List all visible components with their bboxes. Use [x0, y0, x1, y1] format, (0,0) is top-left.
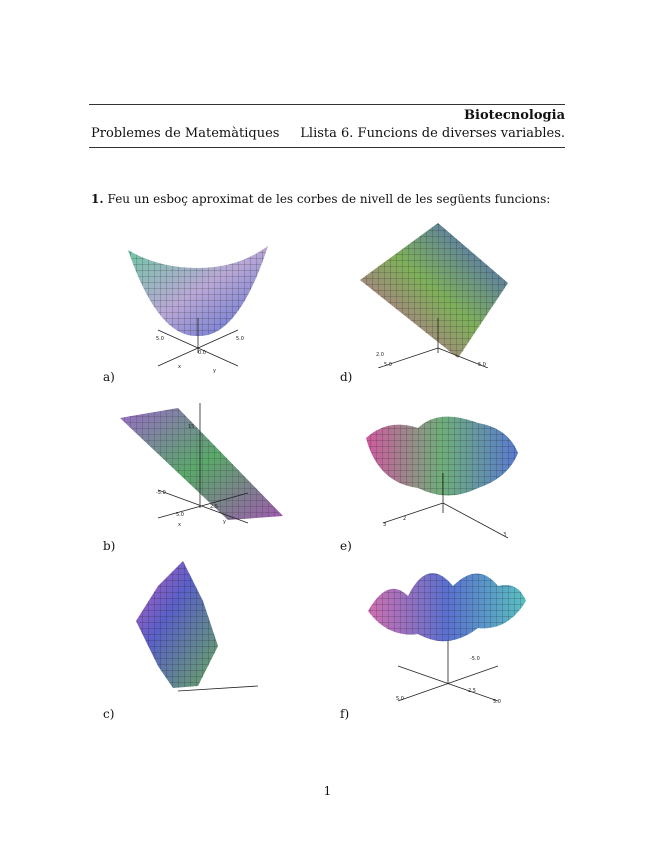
tick-label: 5.0	[236, 336, 244, 342]
tick-label: 5.0	[384, 362, 392, 368]
tick-label: 15	[188, 424, 195, 430]
list-title: Llista 6. Funcions de diverses variables.	[300, 126, 565, 141]
tick-label: 3	[503, 532, 507, 538]
problem-statement	[91, 192, 550, 206]
figure-e-label: e)	[340, 539, 352, 553]
course-name: Biotecnologia	[464, 108, 565, 123]
tick-label: 2.5	[468, 688, 476, 694]
tick-label: -5.0	[156, 490, 166, 496]
page-number: 1	[323, 784, 332, 798]
figure-b-tilted-plane	[118, 398, 288, 548]
axis-label-y: y	[223, 519, 226, 525]
tick-label: 3	[383, 522, 387, 528]
axis-label-y: y	[213, 368, 216, 374]
axis-label-x: x	[178, 364, 181, 370]
figure-b-label: b)	[103, 539, 116, 553]
figure-e-wavy-bowl	[358, 398, 528, 548]
figure-c-ridge	[118, 556, 288, 706]
tick-label: -5.0	[470, 656, 480, 662]
header-bottom-rule	[89, 147, 565, 148]
tick-label: 5.0	[493, 699, 501, 705]
subject-title: Problemes de Matemàtiques	[91, 126, 280, 141]
axis-label-x: x	[178, 522, 181, 528]
tick-label: 2	[403, 516, 407, 522]
figure-f-wave-pattern	[358, 556, 528, 706]
figure-d-steep-sheet	[348, 218, 518, 368]
figure-c-label: c)	[103, 707, 115, 721]
figure-a-label: a)	[103, 370, 115, 384]
tick-label: 5.0	[156, 336, 164, 342]
tick-label: 5.0	[176, 512, 184, 518]
problem-number: 1.	[91, 192, 104, 206]
problem-text: Feu un esboç aproximat de les corbes de nivell de les següents funcions:	[107, 192, 551, 206]
tick-label: 0.0	[198, 350, 206, 356]
figure-a-paraboloid	[118, 228, 288, 378]
figure-f-label: f)	[340, 707, 350, 721]
tick-label: 2.5	[210, 504, 218, 510]
tick-label: 2.0	[376, 352, 384, 358]
figure-d-label: d)	[340, 370, 353, 384]
tick-label: 5.0	[396, 696, 404, 702]
tick-label: 5.0	[478, 362, 486, 368]
header-top-rule	[89, 104, 565, 105]
